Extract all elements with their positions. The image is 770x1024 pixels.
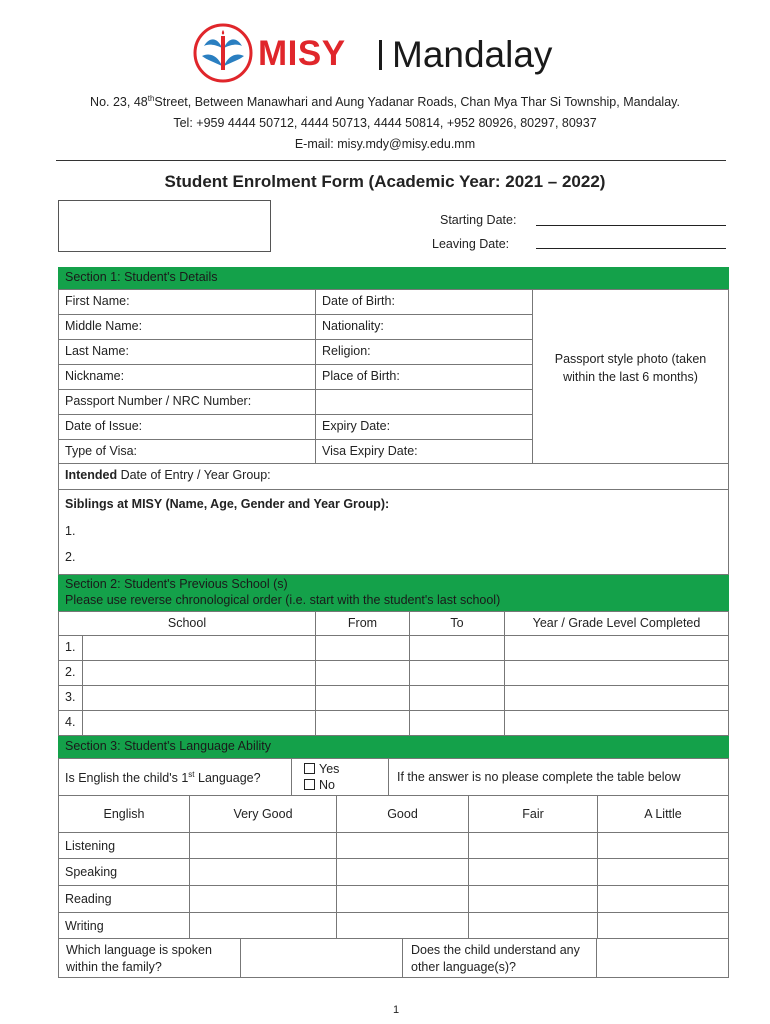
yes-no-options <box>291 758 389 796</box>
starting-date-field[interactable] <box>536 225 726 226</box>
date-of-birth-field[interactable]: Date of Birth: <box>315 289 533 315</box>
form-title: Student Enrolment Form (Academic Year: 2021 – 2022) <box>164 172 606 191</box>
good-cell[interactable] <box>336 885 469 913</box>
to-field[interactable] <box>409 710 505 736</box>
a-little-cell[interactable] <box>597 858 729 886</box>
religion-field[interactable]: Religion: <box>315 339 533 365</box>
to-field[interactable] <box>409 635 505 661</box>
leaving-date-field[interactable] <box>536 248 726 249</box>
section-2-title: Section 2: Student's Previous School (s) <box>65 577 288 591</box>
header-divider <box>56 160 726 161</box>
starting-date-label: Starting Date: <box>440 213 517 227</box>
col-year-header: Year / Grade Level Completed <box>504 611 729 636</box>
no-option[interactable]: No <box>304 777 388 793</box>
a-little-cell[interactable] <box>597 832 729 859</box>
passport-photo-box[interactable]: Passport style photo (taken within the last 6 months) <box>532 289 729 464</box>
type-of-visa-field[interactable]: Type of Visa: <box>58 439 316 464</box>
misy-emblem-icon <box>192 22 254 84</box>
nickname-field[interactable]: Nickname: <box>58 364 316 390</box>
school-address: No. 23, 48thStreet, Between Manawhari and Aung Yadanar Roads, Chan Mya Thar Si Township, Mandalay. <box>90 94 680 110</box>
skill-label: Writing <box>58 912 190 939</box>
year-field[interactable] <box>504 660 729 686</box>
from-field[interactable] <box>315 635 410 661</box>
row-number: 2. <box>58 660 83 686</box>
row-number: 3. <box>58 685 83 711</box>
siblings-label: Siblings at MISY (Name, Age, Gender and Year Group): <box>65 497 390 511</box>
school-logo <box>190 20 600 86</box>
very-good-cell[interactable] <box>189 832 337 859</box>
yes-option[interactable]: Yes <box>304 761 388 777</box>
leaving-date-label: Leaving Date: <box>432 237 510 251</box>
row-number: 4. <box>58 710 83 736</box>
good-cell[interactable] <box>336 912 469 939</box>
date-of-issue-field[interactable]: Date of Issue: <box>58 414 316 440</box>
other-language-label: Does the child understand any other language(s)? <box>402 938 597 978</box>
row-number: 1. <box>58 635 83 661</box>
fair-cell[interactable] <box>468 912 598 939</box>
school-name-field[interactable] <box>82 635 316 661</box>
no-checkbox[interactable] <box>304 779 315 790</box>
col-to-header: To <box>409 611 505 636</box>
brand-city: Mandalay <box>392 34 553 75</box>
a-little-cell[interactable] <box>597 885 729 913</box>
to-field[interactable] <box>409 660 505 686</box>
other-language-field[interactable] <box>596 938 729 978</box>
siblings-box[interactable] <box>58 489 729 575</box>
from-field[interactable] <box>315 685 410 711</box>
good-cell[interactable] <box>336 832 469 859</box>
col-english-header: English <box>58 795 190 833</box>
expiry-date-field[interactable]: Expiry Date: <box>315 414 533 440</box>
col-fair-header: Fair <box>468 795 598 833</box>
first-name-field[interactable]: First Name: <box>58 289 316 315</box>
year-field[interactable] <box>504 635 729 661</box>
a-little-cell[interactable] <box>597 912 729 939</box>
middle-name-field[interactable]: Middle Name: <box>58 314 316 340</box>
col-very-good-header: Very Good <box>189 795 337 833</box>
fair-cell[interactable] <box>468 885 598 913</box>
nationality-field[interactable]: Nationality: <box>315 314 533 340</box>
section-2-instruction: Please use reverse chronological order (i.e. start with the student's last school) <box>65 593 501 607</box>
col-a-little-header: A Little <box>597 795 729 833</box>
col-good-header: Good <box>336 795 469 833</box>
from-field[interactable] <box>315 660 410 686</box>
brand-name: MISY <box>258 34 346 73</box>
intended-entry-field[interactable]: Intended Date of Entry / Year Group: <box>58 463 729 490</box>
school-name-field[interactable] <box>82 685 316 711</box>
language-note: If the answer is no please complete the table below <box>388 758 729 796</box>
yes-checkbox[interactable] <box>304 763 315 774</box>
school-email: E-mail: misy.mdy@misy.edu.mm <box>294 137 476 151</box>
page-number: 1 <box>393 1004 400 1016</box>
section-3-header: Section 3: Student's Language Ability <box>58 736 729 758</box>
from-field[interactable] <box>315 710 410 736</box>
last-name-field[interactable]: Last Name: <box>58 339 316 365</box>
office-use-box[interactable] <box>58 200 271 252</box>
year-field[interactable] <box>504 685 729 711</box>
skill-label: Speaking <box>58 858 190 886</box>
visa-expiry-field[interactable]: Visa Expiry Date: <box>315 439 533 464</box>
brand-divider <box>379 40 382 70</box>
family-language-field[interactable] <box>240 938 403 978</box>
section-1-header: Section 1: Student's Details <box>58 267 729 289</box>
section-2-header <box>58 575 729 611</box>
school-name-field[interactable] <box>82 660 316 686</box>
year-field[interactable] <box>504 710 729 736</box>
fair-cell[interactable] <box>468 858 598 886</box>
very-good-cell[interactable] <box>189 885 337 913</box>
place-of-birth-field[interactable]: Place of Birth: <box>315 364 533 390</box>
col-from-header: From <box>315 611 410 636</box>
sibling-2: 2. <box>65 550 76 564</box>
very-good-cell[interactable] <box>189 912 337 939</box>
skill-label: Listening <box>58 832 190 859</box>
english-first-language-question: Is English the child's 1st Language? <box>58 758 292 796</box>
col-school-header: School <box>58 611 316 636</box>
good-cell[interactable] <box>336 858 469 886</box>
school-name-field[interactable] <box>82 710 316 736</box>
passport-number-field[interactable]: Passport Number / NRC Number: <box>58 389 316 415</box>
to-field[interactable] <box>409 685 505 711</box>
school-telephone: Tel: +959 4444 50712, 4444 50713, 4444 50814, +952 80926, 80297, 80937 <box>173 116 597 130</box>
family-language-label: Which language is spoken within the family? <box>58 938 241 978</box>
sibling-1: 1. <box>65 524 76 538</box>
fair-cell[interactable] <box>468 832 598 859</box>
passport-number-input[interactable] <box>315 389 533 415</box>
skill-label: Reading <box>58 885 190 913</box>
very-good-cell[interactable] <box>189 858 337 886</box>
